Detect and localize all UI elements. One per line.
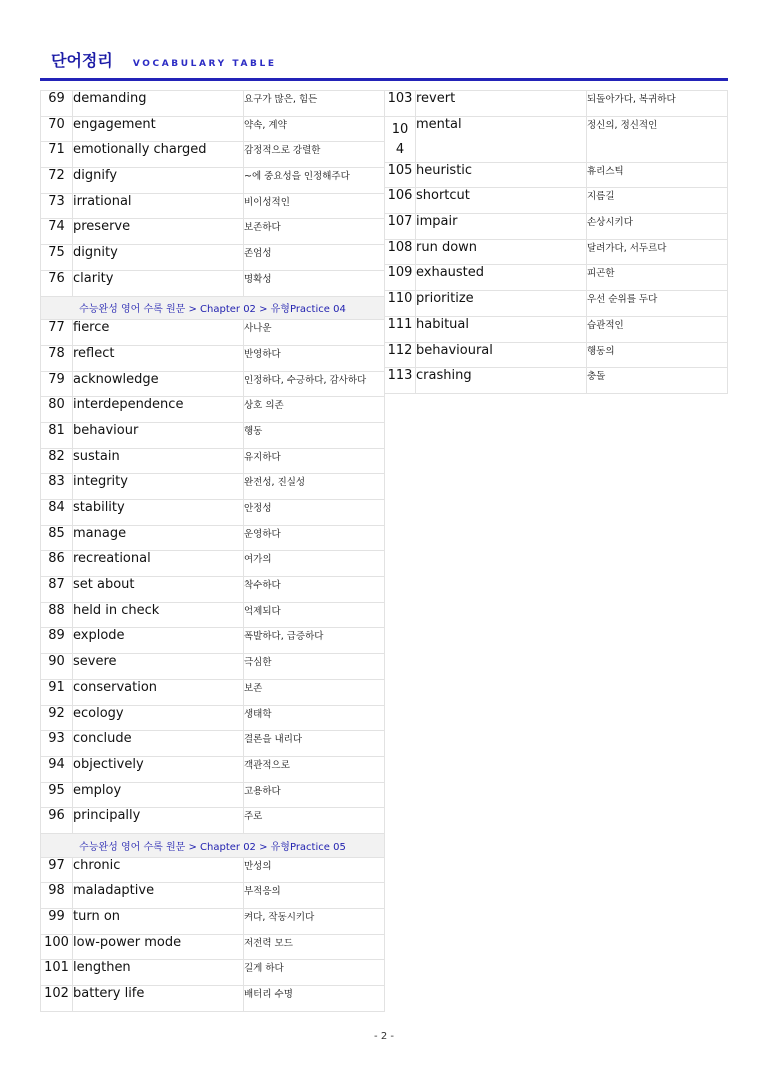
entry-meaning: 극심한 — [244, 654, 385, 680]
entry-word: exhausted — [416, 265, 587, 291]
entry-number: 111 — [385, 316, 416, 342]
table-row — [41, 474, 385, 500]
table-row — [385, 162, 728, 188]
entry-number: 71 — [41, 142, 73, 168]
entry-word: habitual — [416, 316, 587, 342]
entry-meaning: 습관적인 — [587, 316, 728, 342]
entry-meaning: 주로 — [244, 808, 385, 834]
entry-meaning: 존엄성 — [244, 245, 385, 271]
entry-number: 101 — [41, 960, 73, 986]
table-row — [41, 986, 385, 1012]
entry-word: behaviour — [73, 422, 244, 448]
entry-number: 98 — [41, 883, 73, 909]
entry-number: 110 — [385, 291, 416, 317]
entry-word: stability — [73, 500, 244, 526]
entry-number: 85 — [41, 525, 73, 551]
entry-word: clarity — [73, 270, 244, 296]
entry-word: mental — [416, 116, 587, 162]
entry-word: sustain — [73, 448, 244, 474]
entry-meaning: 감정적으로 강렬한 — [244, 142, 385, 168]
entry-word: battery life — [73, 986, 244, 1012]
entry-meaning: 보존하다 — [244, 219, 385, 245]
entry-number: 73 — [41, 193, 73, 219]
table-row — [41, 731, 385, 757]
table-row — [41, 345, 385, 371]
entry-word: integrity — [73, 474, 244, 500]
entry-meaning: 배터리 수명 — [244, 986, 385, 1012]
entry-meaning: 저전력 모드 — [244, 934, 385, 960]
entry-meaning: 운영하다 — [244, 525, 385, 551]
entry-number: 103 — [385, 91, 416, 117]
table-row — [41, 577, 385, 603]
entry-word: engagement — [73, 116, 244, 142]
table-row — [41, 705, 385, 731]
table-row — [41, 422, 385, 448]
table-row — [41, 857, 385, 883]
entry-meaning: 충돌 — [587, 368, 728, 394]
entry-word: irrational — [73, 193, 244, 219]
entry-word: maladaptive — [73, 883, 244, 909]
entry-word: explode — [73, 628, 244, 654]
entry-number: 107 — [385, 214, 416, 240]
entry-number: 100 — [41, 934, 73, 960]
entry-word: revert — [416, 91, 587, 117]
entry-number: 99 — [41, 909, 73, 935]
table-row — [385, 239, 728, 265]
entry-meaning: 정신의, 정신적인 — [587, 116, 728, 162]
table-row — [385, 316, 728, 342]
table-row — [385, 116, 728, 162]
entry-meaning: 비이성적인 — [244, 193, 385, 219]
entry-word: lengthen — [73, 960, 244, 986]
entry-meaning: 행동의 — [587, 342, 728, 368]
table-row — [385, 265, 728, 291]
entry-word: run down — [416, 239, 587, 265]
entry-number: 90 — [41, 654, 73, 680]
entry-number: 95 — [41, 782, 73, 808]
entry-word: turn on — [73, 909, 244, 935]
entry-meaning: 인정하다, 수긍하다, 감사하다 — [244, 371, 385, 397]
entry-number: 75 — [41, 245, 73, 271]
table-row — [385, 188, 728, 214]
entry-number: 82 — [41, 448, 73, 474]
table-row — [41, 500, 385, 526]
entry-number: 97 — [41, 857, 73, 883]
table-row — [41, 602, 385, 628]
page-subtitle: VOCABULARY TABLE — [132, 59, 277, 69]
entry-number: 105 — [385, 162, 416, 188]
entry-number: 94 — [41, 756, 73, 782]
entry-word: demanding — [73, 91, 244, 117]
entry-number: 87 — [41, 577, 73, 603]
entry-word: objectively — [73, 756, 244, 782]
page-header — [51, 48, 277, 71]
entry-meaning: 객관적으로 — [244, 756, 385, 782]
entry-number: 78 — [41, 345, 73, 371]
page-number: - 2 - — [374, 1031, 394, 1042]
table-row — [385, 368, 728, 394]
entry-word: emotionally charged — [73, 142, 244, 168]
entry-meaning: 생태학 — [244, 705, 385, 731]
entry-number: 77 — [41, 320, 73, 346]
entry-word: conclude — [73, 731, 244, 757]
entry-number: 106 — [385, 188, 416, 214]
entry-word: severe — [73, 654, 244, 680]
entry-number: 96 — [41, 808, 73, 834]
entry-word: set about — [73, 577, 244, 603]
entry-word: held in check — [73, 602, 244, 628]
entry-word: employ — [73, 782, 244, 808]
entry-meaning: 상호 의존 — [244, 397, 385, 423]
entry-word: low-power mode — [73, 934, 244, 960]
entry-meaning: ~에 중요성을 인정해주다 — [244, 168, 385, 194]
table-row — [41, 934, 385, 960]
entry-word: shortcut — [416, 188, 587, 214]
entry-meaning: 만성의 — [244, 857, 385, 883]
entry-number: 80 — [41, 397, 73, 423]
section-header-row — [41, 296, 385, 320]
section-header-row — [41, 833, 385, 857]
entry-meaning: 명확성 — [244, 270, 385, 296]
entry-number: 72 — [41, 168, 73, 194]
entry-word: dignify — [73, 168, 244, 194]
entry-word: chronic — [73, 857, 244, 883]
entry-word: manage — [73, 525, 244, 551]
entry-meaning: 안정성 — [244, 500, 385, 526]
entry-number-line: 10 — [391, 121, 409, 137]
section-header: 수능완성 영어 수록 원문 > Chapter 02 > 유형Practice 05 — [41, 833, 385, 857]
entry-word: crashing — [416, 368, 587, 394]
table-row — [41, 142, 385, 168]
section-header: 수능완성 영어 수록 원문 > Chapter 02 > 유형Practice 04 — [41, 296, 385, 320]
entry-word: principally — [73, 808, 244, 834]
entry-word: reflect — [73, 345, 244, 371]
entry-meaning: 부적응의 — [244, 883, 385, 909]
entry-word: acknowledge — [73, 371, 244, 397]
table-row — [385, 91, 728, 117]
entry-meaning: 착수하다 — [244, 577, 385, 603]
page-title: 단어정리 — [51, 51, 113, 70]
entry-meaning: 완전성, 진실성 — [244, 474, 385, 500]
entry-word: heuristic — [416, 162, 587, 188]
entry-word: prioritize — [416, 291, 587, 317]
entry-word: behavioural — [416, 342, 587, 368]
entry-meaning: 유지하다 — [244, 448, 385, 474]
entry-number: 83 — [41, 474, 73, 500]
entry-meaning: 억제되다 — [244, 602, 385, 628]
entry-word: dignity — [73, 245, 244, 271]
entry-word: preserve — [73, 219, 244, 245]
table-row — [41, 219, 385, 245]
table-row — [41, 782, 385, 808]
entry-meaning: 켜다, 작동시키다 — [244, 909, 385, 935]
entry-number: 91 — [41, 679, 73, 705]
table-row — [41, 193, 385, 219]
table-row — [41, 628, 385, 654]
vocab-table-left — [40, 90, 385, 1012]
entry-meaning: 손상시키다 — [587, 214, 728, 240]
entry-number: 109 — [385, 265, 416, 291]
entry-meaning: 지름길 — [587, 188, 728, 214]
entry-word: impair — [416, 214, 587, 240]
table-row — [385, 342, 728, 368]
header-rule — [40, 78, 728, 81]
entry-number: 86 — [41, 551, 73, 577]
entry-meaning: 휴리스틱 — [587, 162, 728, 188]
table-row — [385, 214, 728, 240]
table-row — [41, 371, 385, 397]
vocab-table-right — [384, 90, 728, 394]
entry-number: 79 — [41, 371, 73, 397]
table-row — [41, 654, 385, 680]
entry-number: 93 — [41, 731, 73, 757]
entry-number: 113 — [385, 368, 416, 394]
entry-meaning: 피곤한 — [587, 265, 728, 291]
entry-number: 89 — [41, 628, 73, 654]
table-row — [41, 116, 385, 142]
table-row — [41, 397, 385, 423]
entry-number: 88 — [41, 602, 73, 628]
entry-number: 102 — [41, 986, 73, 1012]
entry-number: 112 — [385, 342, 416, 368]
entry-meaning: 보존 — [244, 679, 385, 705]
table-row — [41, 91, 385, 117]
entry-meaning: 길게 하다 — [244, 960, 385, 986]
entry-word: ecology — [73, 705, 244, 731]
entry-number: 76 — [41, 270, 73, 296]
entry-word: interdependence — [73, 397, 244, 423]
table-row — [41, 448, 385, 474]
entry-number: 69 — [41, 91, 73, 117]
entry-number: 81 — [41, 422, 73, 448]
entry-meaning: 반영하다 — [244, 345, 385, 371]
entry-meaning: 여가의 — [244, 551, 385, 577]
entry-number: 74 — [41, 219, 73, 245]
table-row — [41, 320, 385, 346]
entry-meaning: 요구가 많은, 힘든 — [244, 91, 385, 117]
table-row — [41, 525, 385, 551]
table-row — [41, 909, 385, 935]
entry-word: conservation — [73, 679, 244, 705]
entry-meaning: 되돌아가다, 복귀하다 — [587, 91, 728, 117]
entry-word: recreational — [73, 551, 244, 577]
table-row — [41, 270, 385, 296]
table-row — [41, 245, 385, 271]
table-row — [41, 808, 385, 834]
entry-meaning: 고용하다 — [244, 782, 385, 808]
entry-meaning: 우선 순위를 두다 — [587, 291, 728, 317]
table-row — [41, 168, 385, 194]
entry-meaning: 달려가다, 서두르다 — [587, 239, 728, 265]
entry-number — [385, 116, 416, 162]
table-row — [41, 756, 385, 782]
entry-meaning: 결론을 내리다 — [244, 731, 385, 757]
entry-number: 92 — [41, 705, 73, 731]
table-row — [41, 960, 385, 986]
entry-number-line: 4 — [395, 141, 405, 157]
table-row — [41, 551, 385, 577]
entry-word: fierce — [73, 320, 244, 346]
table-row — [41, 883, 385, 909]
entry-number: 108 — [385, 239, 416, 265]
entry-number: 70 — [41, 116, 73, 142]
entry-meaning: 약속, 계약 — [244, 116, 385, 142]
entry-meaning: 사나운 — [244, 320, 385, 346]
entry-number: 84 — [41, 500, 73, 526]
table-row — [41, 679, 385, 705]
table-row — [385, 291, 728, 317]
entry-meaning: 폭발하다, 급증하다 — [244, 628, 385, 654]
entry-meaning: 행동 — [244, 422, 385, 448]
